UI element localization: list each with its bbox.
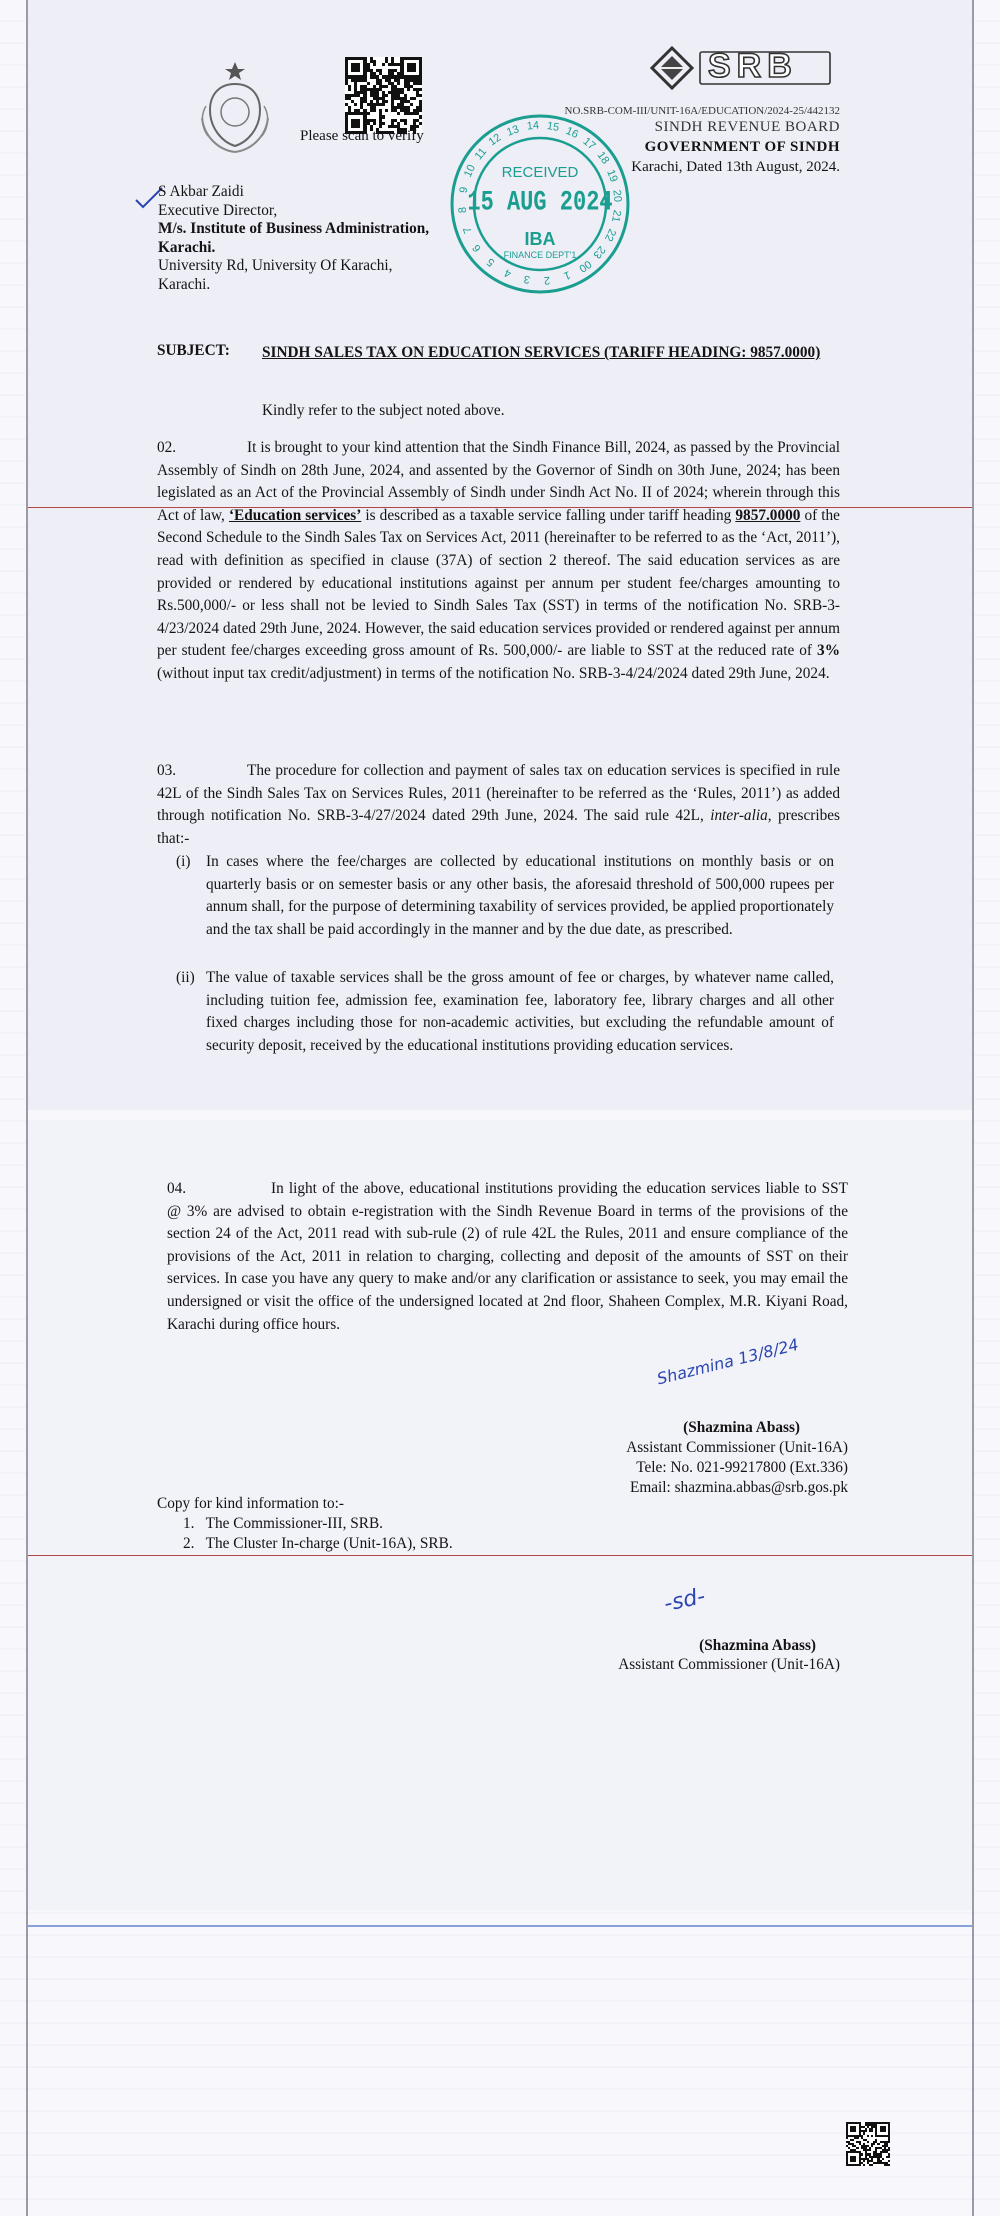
recipient-city: Karachi. — [158, 238, 216, 256]
list-item — [176, 851, 834, 941]
copy-heading: Copy for kind information to:- — [157, 1495, 344, 1512]
stamp-org: IBA — [524, 229, 556, 249]
handwritten-signature: Shazmina 13/8/24 — [655, 1334, 801, 1389]
recipient-address-1: University Rd, University Of Karachi, — [158, 257, 393, 274]
handwritten-sd-mark: -sd- — [661, 1583, 708, 1618]
stamp-ring-number: 1 — [561, 268, 572, 282]
tax-rate: 3% — [817, 642, 840, 660]
stamp-ring-number: 4 — [502, 266, 514, 280]
red-scan-line — [28, 1555, 972, 1556]
footer-qr-code[interactable] — [846, 2122, 890, 2166]
signatory-name-copy: (Shazmina Abass) — [699, 1637, 816, 1654]
para-02-number: 02. — [157, 439, 177, 456]
stamp-ring-number: 7 — [461, 224, 475, 235]
para-02-text-4: (without input tax credit/adjustment) in terms of the notification No. SRB-3-4/24/2024 dated 29th June, 2024. — [157, 664, 830, 682]
stamp-ring-number: 18 — [594, 149, 612, 167]
recipient-name: S Akbar Zaidi — [158, 183, 244, 200]
para-02-text-2: is described as a taxable service falling under tariff heading — [361, 506, 736, 524]
signature-block — [488, 1418, 848, 1498]
stamp-received: RECEIVED — [501, 164, 579, 181]
stamp-ring-number: 2 — [543, 273, 551, 286]
stamp-ring-number: 00 — [576, 257, 594, 275]
para-03-text-1: The procedure for collection and payment of sales tax on education services is specified in rule 42L of the Sindh Sales Tax on Services Rules, 2011 (hereinafter to be referred as the ‘Rules, 2011’) as added through notification No. SRB-3-4/27/2024 dated 29th June, 2024. The said rule 42L, — [157, 762, 840, 825]
stamp-ring-number: 13 — [505, 123, 521, 139]
stamp-ring-number: 22 — [601, 226, 619, 244]
subject-text: SINDH SALES TAX ON EDUCATION SERVICES (TARIFF HEADING: 9857.0000) — [262, 344, 821, 361]
stamp-ring-number: 20 — [610, 189, 624, 203]
letter-date: Karachi, Dated 13th August, 2024. — [631, 159, 840, 175]
stamp-dept: FINANCE DEPT'1 — [503, 250, 577, 260]
copy-item: 2. The Cluster In-charge (Unit-16A), SRB. — [183, 1535, 453, 1552]
subject-label: SUBJECT: — [157, 342, 230, 359]
list-marker: (ii) — [176, 969, 195, 986]
copy-block — [157, 1494, 453, 1554]
stamp-ring-number: 12 — [486, 131, 504, 149]
qr-module — [888, 2164, 890, 2166]
stamp-ring-number: 21 — [608, 208, 623, 223]
para-02-text-1: It is brought to your kind attention that the Sindh Finance Bill, 2024, as passed by the Provincial Assembly of Sindh on 28th June, 2024, and assented by the Governor of Sindh on 30th June, 2024; has been legislated as an Act of the Provincial Assembly of Sindh under Sindh Act No. II of 2024; wherein through this Act of law, — [157, 439, 840, 524]
stamp-ring-number: 5 — [484, 255, 498, 269]
copy-item: 1. The Commissioner-III, SRB. — [183, 1515, 383, 1532]
blue-scan-line — [28, 1925, 972, 1927]
reference-number: NO.SRB-COM-III/UNIT-16A/EDUCATION/2024-25/442132 — [564, 105, 840, 117]
recipient-title: Executive Director, — [158, 201, 278, 219]
paragraph-02 — [157, 437, 840, 686]
stamp-ring-number: 3 — [523, 272, 532, 286]
right-edge — [972, 0, 974, 2216]
para-03-number: 03. — [157, 762, 177, 779]
stamp-ring-number: 19 — [604, 168, 620, 184]
scan-to-verify-text: Please scan to verify — [300, 128, 424, 144]
list-marker: (i) — [176, 853, 191, 870]
para-03-text-2: prescribes that:- — [157, 807, 840, 847]
verification-qr-code[interactable] — [345, 57, 422, 134]
stamp-ring-number: 14 — [526, 119, 540, 133]
stamp-ring-number: 16 — [563, 124, 581, 141]
para-04-number: 04. — [167, 1180, 187, 1197]
srb-logo-text: SRB — [708, 47, 798, 85]
sindh-emblem-icon — [190, 58, 280, 156]
stamp-ring-number: 11 — [472, 145, 489, 163]
signatory-email: Email: shazmina.abbas@srb.gos.pk — [629, 1479, 848, 1496]
paragraph-03 — [157, 760, 840, 850]
list-item-text: The value of taxable services shall be the gross amount of fee or charges, by whatever name called, including tuition fee, admission fee, examination fee, laboratory fee, library charges and all other fixed charges including those for non-academic activities, but excluding the refundable amount of security deposit, received by the educational institutions providing education services. — [206, 969, 834, 1054]
recipient-block — [158, 183, 429, 294]
education-services-term: ‘Education services’ — [228, 506, 362, 524]
list-item-text: In cases where the fee/charges are collected by educational institutions on monthly basis or on quarterly basis or on semester basis or any other basis, the aforesaid threshold of 500,000 rupees per annum shall, for the purpose of determining taxability of services provided, be applied proportionately and the tax shall be paid accordingly in the manner and by the due date, as prescribed. — [206, 853, 834, 938]
recipient-address-2: Karachi. — [158, 275, 211, 293]
government-name: GOVERNMENT OF SINDH — [644, 139, 840, 155]
received-stamp — [448, 112, 632, 296]
stamp-ring-number: 6 — [470, 241, 484, 254]
signatory-designation: Assistant Commissioner (Unit-16A) — [626, 1439, 848, 1456]
stamp-ring-number: 10 — [461, 162, 478, 180]
intro-text: Kindly refer to the subject noted above. — [262, 402, 505, 419]
stamp-ring-number: 8 — [457, 206, 470, 214]
inter-alia-term: inter-alia, — [710, 807, 772, 825]
stamp-ring-number: 15 — [545, 120, 560, 135]
signatory-phone: Tele: No. 021-99217800 (Ext.336) — [636, 1459, 848, 1476]
para-02-text-3: of the Second Schedule to the Sindh Sales Tax on Services Act, 2011 (hereinafter to be referred to as the ‘Act, 2011’), read with definition as specified in clause (37A) of section 2 thereof. The said education services as are provided or rendered by educational institutions against per annum per student fee/charges amounting to Rs.500,000/- or less shall not be levied to Sindh Sales Tax (SST) in terms of the notification No. SRB-3-4/23/2024 dated 29th June, 2024. However, the said education services provided or rendered against per annum per student fee/charges exceeding gross amount of Rs. 500,000/- are liable to SST at the reduced rate of — [157, 506, 840, 660]
list-item — [176, 967, 834, 1057]
org-name: SINDH REVENUE BOARD — [654, 119, 840, 135]
stamp-ring-number: 17 — [580, 135, 598, 153]
stamp-ring-number: 9 — [457, 186, 471, 195]
paragraph-04 — [167, 1178, 848, 1336]
stamp-date: 15 AUG 2024 — [467, 186, 613, 219]
signatory-name: (Shazmina Abass) — [683, 1419, 800, 1436]
signature-block-copy — [480, 1636, 840, 1674]
recipient-org: M/s. Institute of Business Administration, — [158, 220, 430, 237]
tariff-heading-number: 9857.0000 — [735, 506, 801, 524]
left-edge — [26, 0, 28, 2216]
para-04-text: In light of the above, educational institutions providing the education services liable to SST @ 3% are advised to obtain e-registration with the Sindh Revenue Board in terms of the provisions of the section 24 of the Act, 2011 read with sub-rule (2) of rule 42L the Rules, 2011 and ensure compliance of the provisions of the Act, 2011 in relation to charging, collecting and deposit of the amounts of SST on their services. In case you have any query to make and/or any clarification or assistance to seek, you may email the undersigned or visit the office of the undersigned located at 2nd floor, Shaheen Complex, M.R. Kiyani Road, Karachi during office hours. — [167, 1180, 848, 1333]
stamp-ring-number: 23 — [590, 243, 608, 261]
signatory-designation-copy: Assistant Commissioner (Unit-16A) — [618, 1656, 840, 1673]
